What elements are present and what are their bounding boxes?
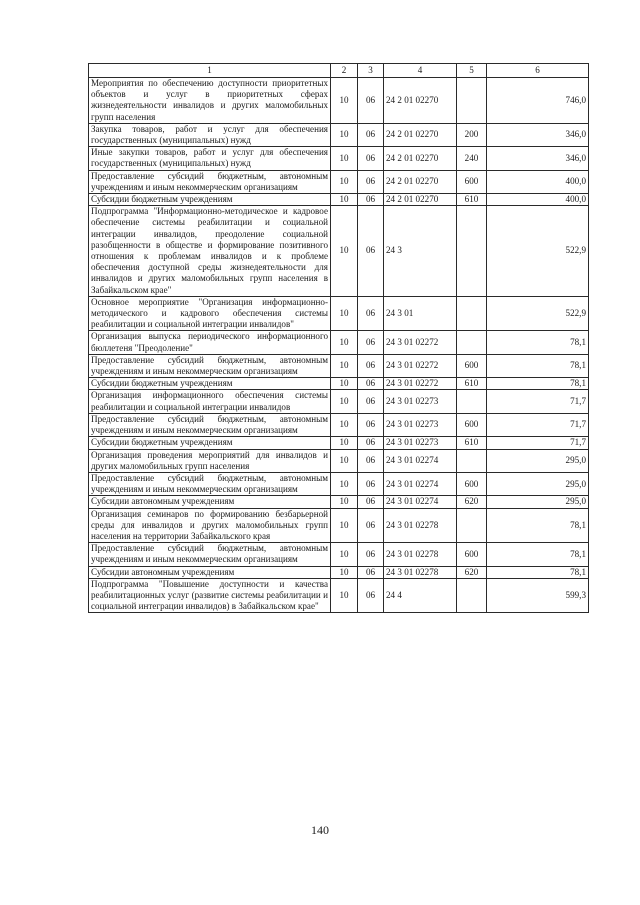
- row-expense-type-cell: 620: [457, 496, 487, 508]
- row-section-cell: 10: [331, 578, 358, 613]
- row-subsection-cell: 06: [358, 296, 384, 331]
- row-section-cell: 10: [331, 147, 358, 170]
- row-expense-type-cell: 240: [457, 147, 487, 170]
- row-amount-cell: 71,7: [487, 390, 589, 413]
- row-name-cell: Предоставление субсидий бюджетным, автономным учреждениям и иным некоммерческим организациям: [89, 413, 331, 436]
- row-target-article-cell: 24 2 01 02270: [384, 194, 457, 206]
- row-subsection-cell: 06: [358, 508, 384, 543]
- row-expense-type-cell: 620: [457, 566, 487, 578]
- row-subsection-cell: 06: [358, 390, 384, 413]
- row-expense-type-cell: [457, 296, 487, 331]
- row-section-cell: 10: [331, 331, 358, 354]
- row-subsection-cell: 06: [358, 378, 384, 390]
- row-target-article-cell: 24 3 01 02273: [384, 390, 457, 413]
- table-body: [89, 78, 589, 613]
- row-target-article-cell: 24 2 01 02270: [384, 123, 457, 146]
- row-name-cell: Предоставление субсидий бюджетным, автономным учреждениям и иным некоммерческим организациям: [89, 543, 331, 566]
- row-target-article-cell: 24 2 01 02270: [384, 170, 457, 193]
- row-name-cell: Предоставление субсидий бюджетным, автономным учреждениям и иным некоммерческим организациям: [89, 354, 331, 377]
- row-target-article-cell: 24 3 01 02273: [384, 437, 457, 449]
- row-expense-type-cell: [457, 390, 487, 413]
- row-subsection-cell: 06: [358, 170, 384, 193]
- table-row: [89, 543, 589, 566]
- row-name-cell: Организация семинаров по формированию безбарьерной среды для инвалидов и других маломобильных групп населения на территории Забайкальского края: [89, 508, 331, 543]
- row-name-cell: Подпрограмма "Информационно-методическое и кадровое обеспечение системы реабилитации и социальной интеграции инвалидов, преодоление социальной разобщенности в обществе и формирование позитивного отношения к проблемам инвалидов и к проблеме обеспечения доступной среды жизнедеятельности для инвалидов и других маломобильных групп населения в Забайкальском крае": [89, 206, 331, 297]
- row-amount-cell: 78,1: [487, 543, 589, 566]
- table-row: [89, 496, 589, 508]
- column-header: 5: [457, 64, 487, 78]
- row-amount-cell: 78,1: [487, 378, 589, 390]
- row-amount-cell: 522,9: [487, 206, 589, 297]
- row-name-cell: Субсидии бюджетным учреждениям: [89, 194, 331, 206]
- row-name-cell: Организация проведения мероприятий для инвалидов и других маломобильных групп населения: [89, 449, 331, 472]
- row-expense-type-cell: 600: [457, 354, 487, 377]
- row-target-article-cell: 24 3 01 02274: [384, 496, 457, 508]
- table-header-row: [89, 64, 589, 78]
- row-amount-cell: 295,0: [487, 472, 589, 495]
- row-section-cell: 10: [331, 296, 358, 331]
- row-name-cell: Организация информационного обеспечения системы реабилитации и социальной интеграции инвалидов: [89, 390, 331, 413]
- row-section-cell: 10: [331, 472, 358, 495]
- row-target-article-cell: 24 3 01 02272: [384, 354, 457, 377]
- row-amount-cell: 78,1: [487, 508, 589, 543]
- table-row: [89, 378, 589, 390]
- row-expense-type-cell: 600: [457, 413, 487, 436]
- row-expense-type-cell: [457, 449, 487, 472]
- table-row: [89, 123, 589, 146]
- table-row: [89, 449, 589, 472]
- row-expense-type-cell: [457, 206, 487, 297]
- row-amount-cell: 295,0: [487, 449, 589, 472]
- row-subsection-cell: 06: [358, 449, 384, 472]
- column-header: 2: [331, 64, 358, 78]
- column-header: 4: [384, 64, 457, 78]
- budget-table: [88, 63, 589, 613]
- row-subsection-cell: 06: [358, 354, 384, 377]
- row-name-cell: Предоставление субсидий бюджетным, автономным учреждениям и иным некоммерческим организациям: [89, 170, 331, 193]
- row-expense-type-cell: 610: [457, 437, 487, 449]
- row-name-cell: Субсидии автономным учреждениям: [89, 566, 331, 578]
- row-section-cell: 10: [331, 78, 358, 124]
- table-row: [89, 508, 589, 543]
- table-row: [89, 78, 589, 124]
- row-subsection-cell: 06: [358, 331, 384, 354]
- row-target-article-cell: 24 3 01: [384, 296, 457, 331]
- row-amount-cell: 346,0: [487, 123, 589, 146]
- table-row: [89, 578, 589, 613]
- row-expense-type-cell: [457, 508, 487, 543]
- row-target-article-cell: 24 3 01 02274: [384, 449, 457, 472]
- table-row: [89, 437, 589, 449]
- row-target-article-cell: 24 3 01 02274: [384, 472, 457, 495]
- row-section-cell: 10: [331, 449, 358, 472]
- row-name-cell: Мероприятия по обеспечению доступности приоритетных объектов и услуг в приоритетных сферах жизнедеятельности инвалидов и других маломобильных групп населения: [89, 78, 331, 124]
- row-amount-cell: 522,9: [487, 296, 589, 331]
- row-subsection-cell: 06: [358, 78, 384, 124]
- row-amount-cell: 71,7: [487, 437, 589, 449]
- row-section-cell: 10: [331, 123, 358, 146]
- row-expense-type-cell: 610: [457, 378, 487, 390]
- row-section-cell: 10: [331, 354, 358, 377]
- row-name-cell: Организация выпуска периодического информационного бюллетеня "Преодоление": [89, 331, 331, 354]
- row-subsection-cell: 06: [358, 123, 384, 146]
- row-subsection-cell: 06: [358, 472, 384, 495]
- row-amount-cell: 78,1: [487, 331, 589, 354]
- row-amount-cell: 78,1: [487, 354, 589, 377]
- row-section-cell: 10: [331, 378, 358, 390]
- row-target-article-cell: 24 3 01 02272: [384, 331, 457, 354]
- row-expense-type-cell: 600: [457, 170, 487, 193]
- table-row: [89, 206, 589, 297]
- row-amount-cell: 71,7: [487, 413, 589, 436]
- row-name-cell: Иные закупки товаров, работ и услуг для обеспечения государственных (муниципальных) нужд: [89, 147, 331, 170]
- row-section-cell: 10: [331, 543, 358, 566]
- table-row: [89, 170, 589, 193]
- row-subsection-cell: 06: [358, 566, 384, 578]
- page-number: 140: [311, 823, 329, 837]
- row-section-cell: 10: [331, 170, 358, 193]
- row-amount-cell: 78,1: [487, 566, 589, 578]
- row-target-article-cell: 24 3 01 02272: [384, 378, 457, 390]
- row-section-cell: 10: [331, 508, 358, 543]
- row-name-cell: Предоставление субсидий бюджетным, автономным учреждениям и иным некоммерческим организациям: [89, 472, 331, 495]
- row-target-article-cell: 24 3: [384, 206, 457, 297]
- row-amount-cell: 346,0: [487, 147, 589, 170]
- row-section-cell: 10: [331, 413, 358, 436]
- table-row: [89, 413, 589, 436]
- row-subsection-cell: 06: [358, 413, 384, 436]
- row-section-cell: 10: [331, 437, 358, 449]
- table-row: [89, 194, 589, 206]
- row-expense-type-cell: 200: [457, 123, 487, 146]
- row-section-cell: 10: [331, 496, 358, 508]
- row-section-cell: 10: [331, 390, 358, 413]
- row-amount-cell: 746,0: [487, 78, 589, 124]
- table-row: [89, 331, 589, 354]
- table-row: [89, 147, 589, 170]
- row-subsection-cell: 06: [358, 194, 384, 206]
- row-expense-type-cell: 610: [457, 194, 487, 206]
- row-amount-cell: 400,0: [487, 170, 589, 193]
- row-target-article-cell: 24 3 01 02278: [384, 543, 457, 566]
- row-target-article-cell: 24 3 01 02273: [384, 413, 457, 436]
- column-header: 1: [89, 64, 331, 78]
- table-row: [89, 390, 589, 413]
- column-header: 3: [358, 64, 384, 78]
- row-subsection-cell: 06: [358, 543, 384, 566]
- column-header: 6: [487, 64, 589, 78]
- row-target-article-cell: 24 3 01 02278: [384, 566, 457, 578]
- row-name-cell: Закупка товаров, работ и услуг для обеспечения государственных (муниципальных) нужд: [89, 123, 331, 146]
- row-name-cell: Основное мероприятие "Организация информационно-методического и кадрового обеспечения системы реабилитации и социальной интеграции инвалидов": [89, 296, 331, 331]
- row-expense-type-cell: [457, 331, 487, 354]
- row-expense-type-cell: [457, 78, 487, 124]
- row-target-article-cell: 24 2 01 02270: [384, 147, 457, 170]
- row-section-cell: 10: [331, 194, 358, 206]
- table-row: [89, 354, 589, 377]
- row-expense-type-cell: [457, 578, 487, 613]
- row-amount-cell: 400,0: [487, 194, 589, 206]
- row-target-article-cell: 24 2 01 02270: [384, 78, 457, 124]
- row-subsection-cell: 06: [358, 206, 384, 297]
- row-target-article-cell: 24 3 01 02278: [384, 508, 457, 543]
- row-subsection-cell: 06: [358, 578, 384, 613]
- row-section-cell: 10: [331, 206, 358, 297]
- row-amount-cell: 599,3: [487, 578, 589, 613]
- row-name-cell: Субсидии автономным учреждениям: [89, 496, 331, 508]
- table-row: [89, 566, 589, 578]
- row-name-cell: Подпрограмма "Повышение доступности и качества реабилитационных услуг (развитие системы реабилитации и социальной интеграции инвалидов) в Забайкальском крае": [89, 578, 331, 613]
- row-section-cell: 10: [331, 566, 358, 578]
- table-row: [89, 296, 589, 331]
- row-amount-cell: 295,0: [487, 496, 589, 508]
- row-subsection-cell: 06: [358, 147, 384, 170]
- table-row: [89, 472, 589, 495]
- row-subsection-cell: 06: [358, 496, 384, 508]
- row-name-cell: Субсидии бюджетным учреждениям: [89, 378, 331, 390]
- row-target-article-cell: 24 4: [384, 578, 457, 613]
- row-name-cell: Субсидии бюджетным учреждениям: [89, 437, 331, 449]
- row-expense-type-cell: 600: [457, 472, 487, 495]
- row-subsection-cell: 06: [358, 437, 384, 449]
- row-expense-type-cell: 600: [457, 543, 487, 566]
